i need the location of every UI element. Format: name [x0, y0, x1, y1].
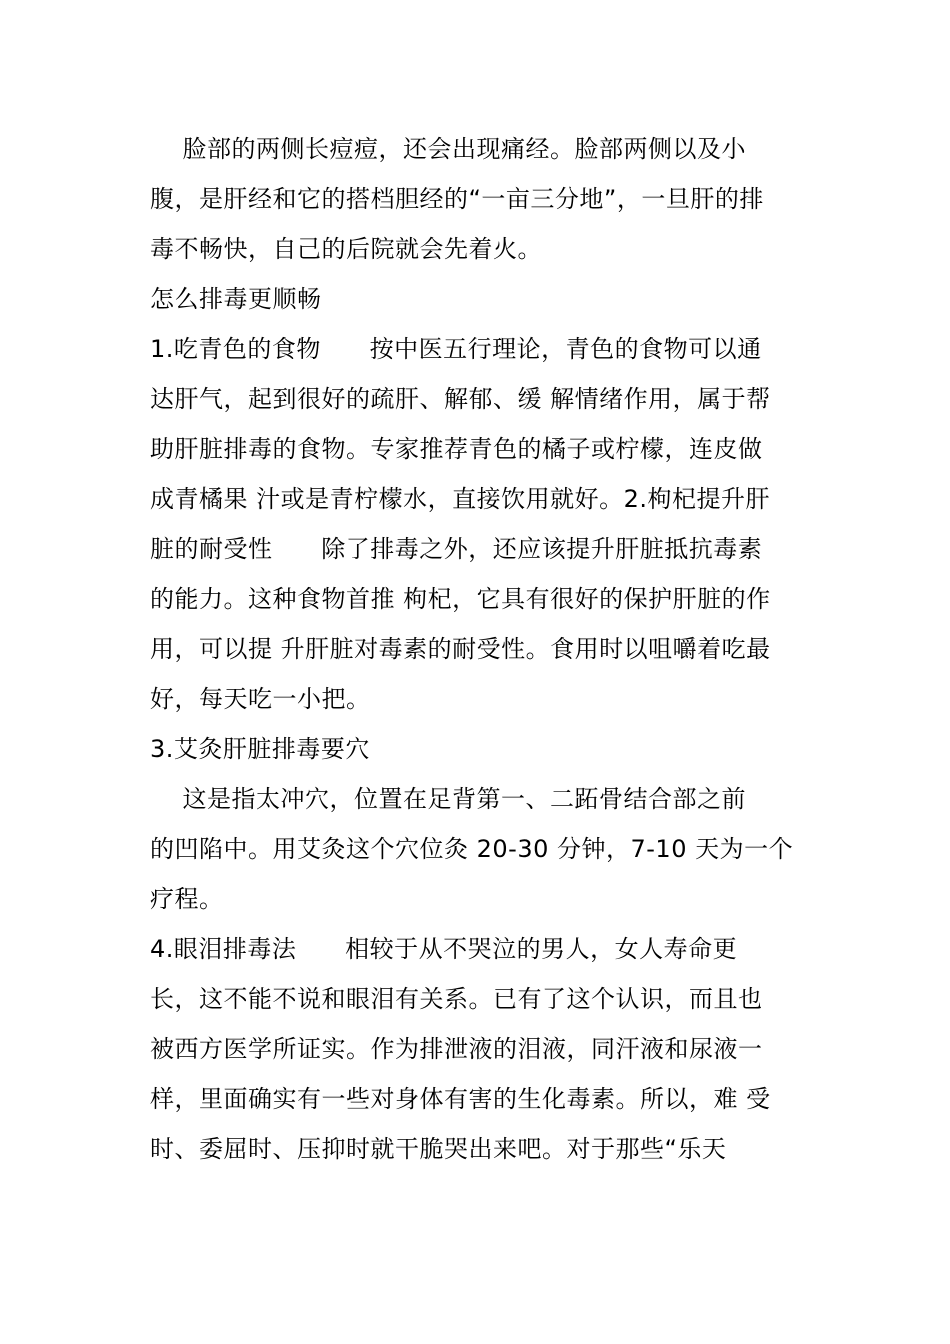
text-line: 成青橘果 汁或是青柠檬水，直接饮用就好。2.枸杞提升肝 — [150, 485, 771, 513]
text-line: 的能力。这种食物首推 枸杞，它具有很好的保护肝脏的作 — [150, 585, 771, 613]
section-heading: 怎么排毒更顺畅 — [150, 285, 322, 313]
text-line: 4.眼泪排毒法 相较于从不哭泣的男人，女人寿命更 — [150, 935, 738, 963]
text-line: 被西方医学所证实。作为排泄液的泪液，同汗液和尿液一 — [150, 1035, 763, 1063]
text-line: 疗程。 — [150, 885, 224, 913]
text-line: 脏的耐受性 除了排毒之外，还应该提升肝脏抵抗毒素 — [150, 535, 763, 563]
text-line: 达肝气，起到很好的疏肝、解郁、缓 解情绪作用，属于帮 — [150, 385, 771, 413]
text-line: 好，每天吃一小把。 — [150, 685, 371, 713]
text-line: 用，可以提 升肝脏对毒素的耐受性。食用时以咀嚼着吃最 — [150, 635, 771, 663]
text-line: 腹，是肝经和它的搭档胆经的“一亩三分地”，一旦肝的排 — [150, 185, 764, 213]
section-heading: 3.艾灸肝脏排毒要穴 — [150, 735, 370, 763]
text-line: 毒不畅快，自己的后院就会先着火。 — [150, 235, 542, 263]
text-line: 脸部的两侧长痘痘，还会出现痛经。脸部两侧以及小 — [150, 135, 747, 163]
text-line: 1.吃青色的食物 按中医五行理论，青色的食物可以通 — [150, 335, 762, 363]
text-line: 助肝脏排毒的食物。专家推荐青色的橘子或柠檬，连皮做 — [150, 435, 763, 463]
text-line: 时、委屈时、压抑时就干脆哭出来吧。对于那些“乐天 — [150, 1135, 727, 1163]
text-line: 长，这不能不说和眼泪有关系。已有了这个认识，而且也 — [150, 985, 763, 1013]
text-line: 的凹陷中。用艾灸这个穴位灸 20-30 分钟，7-10 天为一个 — [150, 835, 794, 863]
text-line: 这是指太冲穴，位置在足背第一、二跖骨结合部之前 — [150, 785, 747, 813]
text-line: 样，里面确实有一些对身体有害的生化毒素。所以，难 受 — [150, 1085, 771, 1113]
